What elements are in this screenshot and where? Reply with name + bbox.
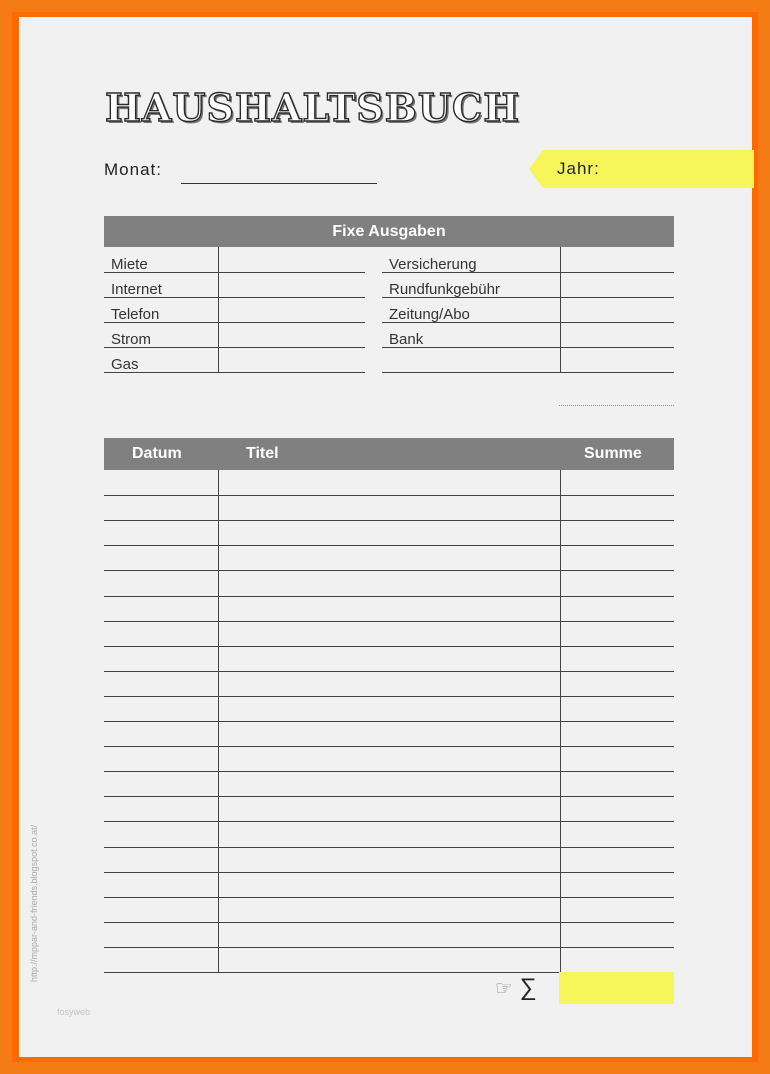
ledger-sum-cell[interactable] (561, 873, 674, 896)
ledger-title-cell[interactable] (219, 898, 559, 921)
page (19, 17, 752, 1057)
ledger-sum-cell[interactable] (561, 822, 674, 845)
sigma-icon: ∑ (519, 974, 537, 1001)
fixed-left-label: Telefon (111, 306, 160, 323)
ledger-date-cell[interactable] (105, 697, 217, 720)
ledger-date-cell[interactable] (105, 948, 217, 971)
ledger-sum-cell[interactable] (561, 747, 674, 770)
ledger-title-cell[interactable] (219, 772, 559, 795)
ledger-divider-sum (560, 470, 561, 972)
ledger-date-cell[interactable] (105, 546, 217, 569)
ledger-sum-cell[interactable] (561, 923, 674, 946)
ledger-sum-cell[interactable] (561, 496, 674, 519)
ledger-title-cell[interactable] (219, 848, 559, 871)
page-title: HAUSHALTSBUCH (105, 85, 521, 130)
ledger-title-cell[interactable] (219, 822, 559, 845)
ledger-sum-cell[interactable] (561, 848, 674, 871)
ledger-sum-cell[interactable] (561, 948, 674, 971)
fixed-right-label: Zeitung/Abo (389, 306, 470, 323)
ledger-sum-cell[interactable] (561, 471, 674, 494)
ledger-date-cell[interactable] (105, 622, 217, 645)
ledger-title-cell[interactable] (219, 622, 559, 645)
ledger-title-cell[interactable] (219, 597, 559, 620)
ledger-date-cell[interactable] (105, 521, 217, 544)
month-field[interactable] (181, 182, 377, 184)
ledger-title-cell[interactable] (219, 923, 559, 946)
ledger-title-cell[interactable] (219, 873, 559, 896)
fixed-right-label: Versicherung (389, 256, 477, 273)
ledger-date-cell[interactable] (105, 848, 217, 871)
fixed-total-line[interactable] (559, 405, 674, 406)
ledger-title-cell[interactable] (219, 571, 559, 594)
ledger-divider-date (218, 470, 219, 972)
ledger-title-cell[interactable] (219, 471, 559, 494)
fixed-left-row-line (104, 372, 365, 373)
ledger-date-cell[interactable] (105, 571, 217, 594)
fixed-right-row-line (382, 372, 674, 373)
ledger-sum-cell[interactable] (561, 546, 674, 569)
fixed-left-amount-field[interactable] (219, 248, 365, 271)
watermark: fosyweb (57, 1007, 91, 1017)
ledger-header-title: Titel (246, 445, 279, 462)
ledger-title-cell[interactable] (219, 546, 559, 569)
fixed-left-label: Internet (111, 281, 162, 298)
ledger-date-cell[interactable] (105, 772, 217, 795)
ledger-title-cell[interactable] (219, 722, 559, 745)
sum-indicator (495, 974, 537, 1002)
ledger-title-cell[interactable] (219, 496, 559, 519)
ledger-date-cell[interactable] (105, 822, 217, 845)
fixed-left-amount-field[interactable] (219, 348, 365, 371)
ledger-date-cell[interactable] (105, 672, 217, 695)
ledger-title-cell[interactable] (219, 747, 559, 770)
year-label: Jahr: (557, 159, 600, 178)
fixed-left-label: Strom (111, 331, 152, 348)
fixed-left-amount-field[interactable] (219, 298, 365, 321)
ledger-sum-cell[interactable] (561, 571, 674, 594)
fixed-left-label: Miete (111, 256, 148, 273)
ledger-date-cell[interactable] (105, 471, 217, 494)
month-label: Monat: (104, 160, 162, 179)
ledger-title-cell[interactable] (219, 647, 559, 670)
pointing-hand-icon: ☞ (495, 978, 513, 1000)
ledger-date-cell[interactable] (105, 898, 217, 921)
ledger-sum-cell[interactable] (561, 622, 674, 645)
ledger-date-cell[interactable] (105, 597, 217, 620)
fixed-left-label: Gas (111, 356, 139, 373)
ledger-sum-cell[interactable] (561, 647, 674, 670)
fixed-left-amount-field[interactable] (219, 323, 365, 346)
ledger-date-cell[interactable] (105, 647, 217, 670)
ledger-header-sum: Summe (584, 445, 642, 462)
ledger-sum-cell[interactable] (561, 597, 674, 620)
fixed-right-amount-field[interactable] (561, 248, 674, 271)
ledger-title-cell[interactable] (219, 521, 559, 544)
ledger-date-cell[interactable] (105, 797, 217, 820)
ledger-date-cell[interactable] (105, 747, 217, 770)
source-url: http://mppar-and-friends.blogspot.co.at/ (29, 824, 39, 982)
ledger-header-date: Datum (132, 445, 182, 462)
fixed-right-amount-field[interactable] (561, 348, 674, 371)
ledger-date-cell[interactable] (105, 722, 217, 745)
fixed-right-amount-field[interactable] (561, 323, 674, 346)
ledger-date-cell[interactable] (105, 923, 217, 946)
ledger-date-cell[interactable] (105, 873, 217, 896)
ledger-title-cell[interactable] (219, 697, 559, 720)
ledger-title-cell[interactable] (219, 672, 559, 695)
ledger-title-cell[interactable] (219, 948, 559, 971)
fixed-right-amount-field[interactable] (561, 273, 674, 296)
ledger-header (104, 438, 674, 470)
ledger-date-cell[interactable] (105, 496, 217, 519)
fixed-right-amount-field[interactable] (561, 298, 674, 321)
ledger-sum-cell[interactable] (561, 772, 674, 795)
fixed-expenses-header: Fixe Ausgaben (104, 216, 674, 247)
ledger-sum-cell[interactable] (561, 672, 674, 695)
ledger-sum-cell[interactable] (561, 722, 674, 745)
fixed-left-amount-field[interactable] (219, 273, 365, 296)
fixed-right-label: Bank (389, 331, 424, 348)
fixed-right-label: Rundfunkgebühr (389, 281, 500, 298)
total-sum-field[interactable] (559, 972, 674, 1004)
year-tag[interactable] (529, 150, 754, 188)
ledger-sum-cell[interactable] (561, 898, 674, 921)
ledger-title-cell[interactable] (219, 797, 559, 820)
ledger-sum-cell[interactable] (561, 697, 674, 720)
ledger-sum-cell[interactable] (561, 797, 674, 820)
ledger-sum-cell[interactable] (561, 521, 674, 544)
